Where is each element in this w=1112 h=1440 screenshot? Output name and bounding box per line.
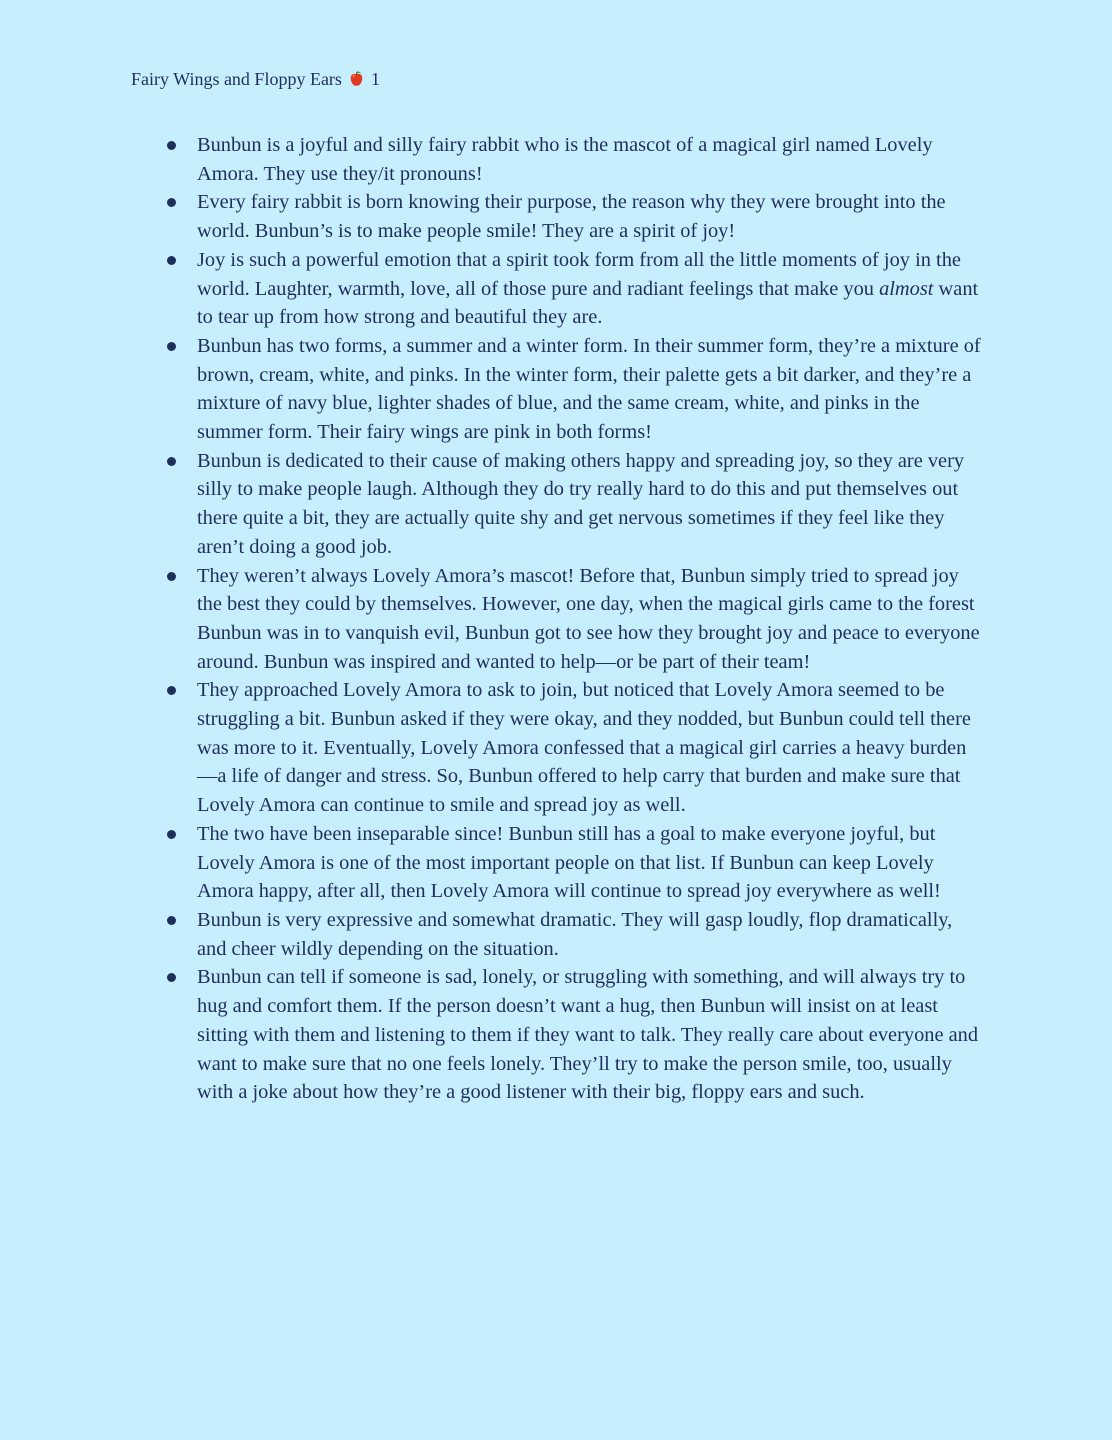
bullet-dot-icon (167, 830, 176, 839)
list-item (165, 447, 985, 562)
list-item (165, 676, 985, 820)
list-item-text: Joy is such a powerful emotion that a spirit took form from all the little moments of joy in the world. Laughter, warmth, love, all of those pure and radiant feelings that make you (197, 248, 961, 300)
list-item-text: Every fairy rabbit is born knowing their purpose, the reason why they were brought into the world. Bunbun’s is to make people smile! They are a spirit of joy! (197, 191, 946, 243)
list-item-text: Bunbun is dedicated to their cause of making others happy and spreading joy, so they are very silly to make people laugh. Although they do try really hard to do this and put themselves out there quite a bit, they are actually quite shy and get nervous sometimes if they feel like they aren’t doing a good job. (197, 449, 965, 558)
list-item (165, 963, 985, 1107)
list-item-text: Bunbun is a joyful and silly fairy rabbit who is the mascot of a magical girl named Lovely Amora. They use they/it pronouns! (197, 134, 933, 185)
bullet-dot-icon (167, 572, 176, 581)
list-item-text: Bunbun is very expressive and somewhat dramatic. They will gasp loudly, flop dramatically, and cheer wildly depending on the situation. (197, 908, 953, 960)
apple-icon (348, 70, 365, 87)
bullet-dot-icon (167, 916, 176, 925)
bullet-dot-icon (167, 342, 176, 351)
list-item-text: They approached Lovely Amora to ask to join, but noticed that Lovely Amora seemed to be struggling a bit. Bunbun asked if they were okay, and they nodded, but Bunbun could tell there was more to it. Eventually, Lovely Amora confessed that a magical girl carries a heavy burden—a life of danger and stress. So, Bunbun offered to help carry that burden and make sure that Lovely Amora can continue to smile and spread joy as well. (197, 679, 971, 817)
list-item-text: Bunbun can tell if someone is sad, lonely, or struggling with something, and will always try to hug and comfort them. If the person doesn’t want a hug, then Bunbun will insist on at least sitting with them and listening to them if they want to talk. They really care about everyone and want to make sure that no one feels lonely. They’ll try to make the person smile, too, usually with a joke about how they’re a good listener with their big, floppy ears and such. (197, 966, 979, 1104)
bullet-dot-icon (167, 256, 176, 265)
bullet-dot-icon (167, 198, 176, 207)
list-item (165, 820, 985, 906)
list-item-emphasis: almost (879, 277, 934, 300)
bullet-list (165, 131, 985, 1107)
bullet-dot-icon (167, 686, 176, 695)
list-item-text-continued: want to tear up from how strong and beautiful they are. (197, 277, 979, 329)
list-item (165, 188, 985, 245)
list-item (165, 131, 985, 188)
bullet-dot-icon (167, 141, 176, 150)
list-item (165, 906, 985, 963)
bullet-dot-icon (167, 973, 176, 982)
list-item (165, 332, 985, 447)
document-header (131, 66, 380, 92)
list-item (165, 246, 985, 332)
list-item-text: The two have been inseparable since! Bunbun still has a goal to make everyone joyful, but Lovely Amora is one of the most important people on that list. If Bunbun can keep Lovely Amora happy, after all, then Lovely Amora will continue to spread joy everywhere as well! (197, 822, 941, 903)
list-item (165, 562, 985, 677)
bullet-dot-icon (167, 457, 176, 466)
document-title: Fairy Wings and Floppy Ears (131, 69, 342, 89)
page-number: 1 (370, 69, 380, 89)
list-item-text: They weren’t always Lovely Amora’s mascot! Before that, Bunbun simply tried to spread joy the best they could by themselves. However, one day, when the magical girls came to the forest Bunbun was in to vanquish evil, Bunbun got to see how they brought joy and peace to everyone around. Bunbun was inspired and wanted to help—or be part of their team! (197, 564, 980, 673)
list-item-text: Bunbun has two forms, a summer and a winter form. In their summer form, they’re a mixture of brown, cream, white, and pinks. In the winter form, their palette gets a bit darker, and they’re a mixture of navy blue, lighter shades of blue, and the same cream, white, and pinks in the summer form. Their fairy wings are pink in both forms! (197, 334, 981, 444)
